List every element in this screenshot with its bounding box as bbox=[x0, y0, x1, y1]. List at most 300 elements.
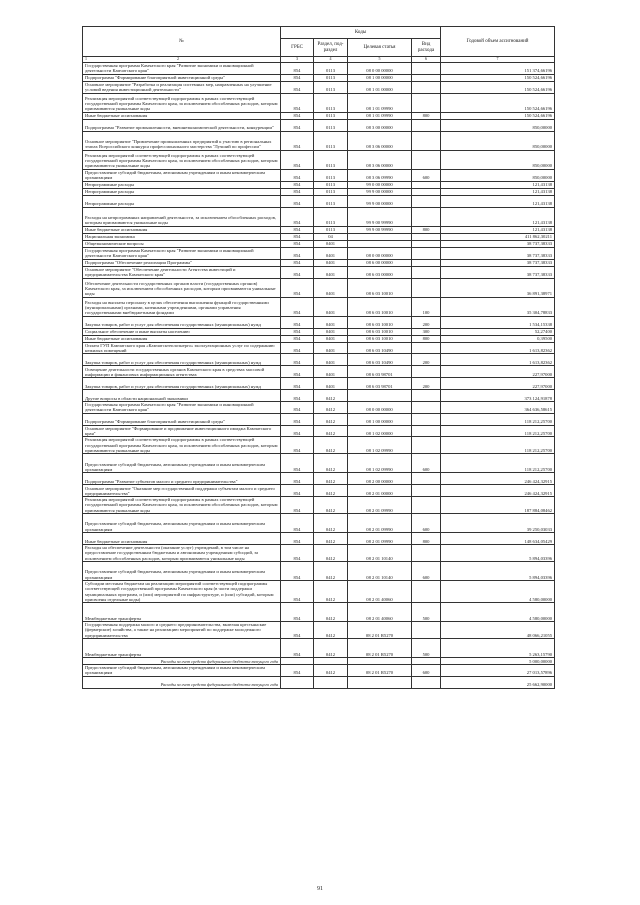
row-grbs-cell: 854 bbox=[281, 639, 314, 658]
row-grbs-cell: 854 bbox=[281, 561, 314, 580]
row-section-cell: 0412 bbox=[314, 454, 348, 473]
row-target-article-cell: 08 6 03 10010 bbox=[348, 335, 412, 342]
row-section-cell: 0412 bbox=[314, 413, 348, 425]
row-name-cell: Общеэкономические вопросы bbox=[83, 240, 281, 247]
row-expense-type-cell: 100 bbox=[412, 297, 441, 316]
row-section-cell: 0113 bbox=[314, 112, 348, 119]
row-amount-cell: 121,43138 bbox=[441, 195, 555, 207]
row-grbs-cell: 854 bbox=[281, 81, 314, 93]
table-row bbox=[83, 603, 555, 622]
row-section-cell: 0412 bbox=[314, 639, 348, 658]
row-target-article-cell: 08 1 02 09990 bbox=[348, 454, 412, 473]
row-expense-type-cell: 300 bbox=[412, 328, 441, 335]
column-index-number: 7 bbox=[496, 56, 499, 61]
row-target-article-cell: 08 2 01 09990 bbox=[348, 514, 412, 533]
row-amount-cell: 151 374,66196 bbox=[441, 62, 555, 74]
row-name-cell: Реализация мероприятий соответствующей подпрограммы в рамках соответствующей государственной программы Камчатского края, за исключением обособленных расходов, которым присваиваются уникальные коды bbox=[83, 497, 281, 514]
row-target-article-cell: 08 2 01 R5270 bbox=[348, 639, 412, 658]
row-target-article-cell: 08 3 06 00000 bbox=[348, 150, 412, 169]
table-row bbox=[83, 413, 555, 425]
row-grbs-cell: 854 bbox=[281, 266, 314, 278]
row-section-cell: 0401 bbox=[314, 266, 348, 278]
row-amount-cell: 1 613,82362 bbox=[441, 342, 555, 354]
row-name-cell: Основное мероприятие "Формирование и продвижение инвестиционного имиджа Камчатского края" bbox=[83, 425, 281, 437]
row-expense-type-cell: 800 bbox=[412, 226, 441, 233]
row-section-cell: 0113 bbox=[314, 195, 348, 207]
row-name-cell: Национальная экономика bbox=[83, 233, 281, 240]
row-name-cell: Расходы на выплаты персоналу в целях обеспечения выполнения функций государственными (муниципальными) органами, казенными учреждениями, органами управления государственными внебюджетными фондами bbox=[83, 297, 281, 316]
row-target-article-cell: 08 2 01 R5270 bbox=[348, 665, 412, 677]
table-row bbox=[83, 390, 555, 402]
row-target-article-cell: 08 2 01 40060 bbox=[348, 580, 412, 602]
row-grbs-cell: 854 bbox=[281, 335, 314, 342]
table-row bbox=[83, 402, 555, 414]
row-expense-type-cell bbox=[412, 390, 441, 402]
row-expense-type-cell bbox=[412, 131, 441, 150]
header-no: № bbox=[83, 27, 281, 57]
row-expense-type-cell: 600 bbox=[412, 665, 441, 677]
row-target-article-cell: 99 9 00 00000 bbox=[348, 188, 412, 195]
table-row bbox=[83, 378, 555, 390]
table-row bbox=[83, 639, 555, 658]
row-target-article-cell: 08 2 01 09990 bbox=[348, 533, 412, 545]
row-section-cell: 0412 bbox=[314, 425, 348, 437]
table-row bbox=[83, 497, 555, 514]
row-name-cell: Предоставление субсидий бюджетным, автономным учреждениям и иным некоммерческим организациям bbox=[83, 454, 281, 473]
row-expense-type-cell bbox=[412, 207, 441, 226]
row-grbs-cell: 854 bbox=[281, 366, 314, 378]
row-grbs-cell: 854 bbox=[281, 207, 314, 226]
row-amount-cell: 227,97000 bbox=[441, 366, 555, 378]
row-grbs-cell: 854 bbox=[281, 112, 314, 119]
row-expense-type-cell bbox=[412, 278, 441, 297]
row-grbs-cell bbox=[281, 658, 314, 665]
row-section-cell: 0401 bbox=[314, 354, 348, 366]
row-section-cell: 0401 bbox=[314, 240, 348, 247]
row-target-article-cell: 08 2 00 00000 bbox=[348, 473, 412, 485]
row-expense-type-cell bbox=[412, 485, 441, 497]
row-amount-cell: 48 066,21055 bbox=[441, 622, 555, 639]
table-row bbox=[83, 112, 555, 119]
row-amount-cell: 5 894,03396 bbox=[441, 545, 555, 562]
row-grbs-cell: 854 bbox=[281, 378, 314, 390]
row-grbs-cell: 854 bbox=[281, 93, 314, 112]
row-section-cell: 0401 bbox=[314, 342, 348, 354]
row-target-article-cell: 08 2 01 R5270 bbox=[348, 622, 412, 639]
row-name-cell: Расходы за счет средств федерального бюджета текущего года bbox=[83, 658, 281, 665]
row-expense-type-cell bbox=[412, 497, 441, 514]
row-name-cell: Подпрограмма "Формирование благоприятной инвестиционной среды" bbox=[83, 413, 281, 425]
row-section-cell: 0412 bbox=[314, 390, 348, 402]
row-section-cell: 0412 bbox=[314, 580, 348, 602]
row-expense-type-cell bbox=[412, 181, 441, 188]
row-amount-cell: 246 424,32915 bbox=[441, 473, 555, 485]
column-index-number: 5 bbox=[378, 56, 381, 61]
row-target-article-cell: 08 6 03 10010 bbox=[348, 328, 412, 335]
row-expense-type-cell bbox=[412, 580, 441, 602]
row-expense-type-cell: 200 bbox=[412, 354, 441, 366]
table-row bbox=[83, 473, 555, 485]
row-amount-cell: 38 737,38333 bbox=[441, 240, 555, 247]
row-grbs-cell bbox=[281, 676, 314, 688]
row-section-cell: 0401 bbox=[314, 378, 348, 390]
row-expense-type-cell bbox=[412, 545, 441, 562]
row-amount-cell: 5 263,15790 bbox=[441, 639, 555, 658]
row-target-article-cell: 08 1 01 00000 bbox=[348, 81, 412, 93]
header-expense-type: Вид расхода bbox=[412, 39, 441, 57]
header-section: Раздел, под-раздел bbox=[314, 39, 348, 57]
row-grbs-cell: 854 bbox=[281, 131, 314, 150]
row-expense-type-cell: 600 bbox=[412, 561, 441, 580]
row-amount-cell: 4 580,00000 bbox=[441, 603, 555, 622]
row-section-cell: 0113 bbox=[314, 181, 348, 188]
row-name-cell: Социальное обеспечение и иные выплаты населению bbox=[83, 328, 281, 335]
row-expense-type-cell bbox=[412, 266, 441, 278]
row-amount-cell: 850,00000 bbox=[441, 131, 555, 150]
row-name-cell: Предоставление субсидий бюджетным, автономным учреждениям и иным некоммерческим организациям bbox=[83, 169, 281, 181]
table-row bbox=[83, 81, 555, 93]
row-name-cell: Иные бюджетные ассигнования bbox=[83, 226, 281, 233]
table-row bbox=[83, 366, 555, 378]
row-section-cell bbox=[314, 676, 348, 688]
budget-table-sheet bbox=[82, 26, 554, 689]
row-grbs-cell: 854 bbox=[281, 402, 314, 414]
row-target-article-cell: 08 1 01 09990 bbox=[348, 112, 412, 119]
row-expense-type-cell bbox=[412, 240, 441, 247]
row-name-cell: Межбюджетные трансферты bbox=[83, 603, 281, 622]
row-grbs-cell: 854 bbox=[281, 62, 314, 74]
row-target-article-cell: 08 0 00 00000 bbox=[348, 402, 412, 414]
row-name-cell: Подпрограмма "Формирование благоприятной инвестиционной среды" bbox=[83, 74, 281, 81]
column-index-number: 4 bbox=[329, 56, 332, 61]
row-name-cell: Иные бюджетные ассигнования bbox=[83, 112, 281, 119]
row-section-cell: 0113 bbox=[314, 150, 348, 169]
row-target-article-cell bbox=[348, 676, 412, 688]
header-target-article: Целевая статья bbox=[348, 39, 412, 57]
row-name-cell: Основное мероприятие "Оказание мер государственной поддержки субъектам малого и среднего предпринимательства" bbox=[83, 485, 281, 497]
row-expense-type-cell bbox=[412, 473, 441, 485]
row-target-article-cell: 08 2 01 10140 bbox=[348, 545, 412, 562]
row-name-cell: Освещение деятельности государственных органов Камчатского края в средствах массовой информации и финансовых информационных агентствах bbox=[83, 366, 281, 378]
row-section-cell: 0401 bbox=[314, 328, 348, 335]
table-row bbox=[83, 131, 555, 150]
row-section-cell: 0412 bbox=[314, 603, 348, 622]
row-grbs-cell: 854 bbox=[281, 603, 314, 622]
row-section-cell: 0113 bbox=[314, 169, 348, 181]
row-section-cell: 0412 bbox=[314, 437, 348, 454]
row-section-cell: 0401 bbox=[314, 366, 348, 378]
row-name-cell: Межбюджетные трансферты bbox=[83, 639, 281, 658]
row-target-article-cell: 08 6 03 10010 bbox=[348, 297, 412, 316]
row-name-cell: Расходы за счет средств федерального бюджета текущего года bbox=[83, 676, 281, 688]
table-row bbox=[83, 226, 555, 233]
row-amount-cell: 150 524,66196 bbox=[441, 93, 555, 112]
row-expense-type-cell bbox=[412, 188, 441, 195]
row-expense-type-cell bbox=[412, 74, 441, 81]
row-target-article-cell: 08 6 03 10010 bbox=[348, 316, 412, 328]
row-grbs-cell: 854 bbox=[281, 181, 314, 188]
row-expense-type-cell: 800 bbox=[412, 335, 441, 342]
row-name-cell: Основное мероприятие "Привлечение промышленных предприятий к участию в региональных этапах Всероссийского конкурса профессионального мастерства "Лучший по профессии" bbox=[83, 131, 281, 150]
row-amount-cell: 25 662,90000 bbox=[441, 676, 555, 688]
row-target-article-cell: 08 1 02 09990 bbox=[348, 437, 412, 454]
row-section-cell: 0113 bbox=[314, 93, 348, 112]
row-name-cell: Иные бюджетные ассигнования bbox=[83, 533, 281, 545]
row-section-cell: 0113 bbox=[314, 188, 348, 195]
row-section-cell: 0412 bbox=[314, 665, 348, 677]
row-amount-cell: 5 894,03396 bbox=[441, 561, 555, 580]
row-name-cell: Оплата ГУП Камчатского края «Камчатсктеплоэнерго» эксплуатационных услуг по содержанию нежилых помещений bbox=[83, 342, 281, 354]
row-amount-cell: 118 212,25700 bbox=[441, 454, 555, 473]
row-grbs-cell: 854 bbox=[281, 580, 314, 602]
row-section-cell: 0412 bbox=[314, 485, 348, 497]
column-index-cell bbox=[83, 57, 281, 63]
row-grbs-cell: 854 bbox=[281, 425, 314, 437]
row-amount-cell: 38 737,38333 bbox=[441, 259, 555, 266]
table-row bbox=[83, 297, 555, 316]
row-amount-cell: 118 212,25700 bbox=[441, 413, 555, 425]
table-row bbox=[83, 188, 555, 195]
row-amount-cell: 411 862,30211 bbox=[441, 233, 555, 240]
row-target-article-cell: 08 6 03 98701 bbox=[348, 378, 412, 390]
row-target-article-cell: 08 1 01 09990 bbox=[348, 93, 412, 112]
row-amount-cell: 850,00000 bbox=[441, 150, 555, 169]
row-expense-type-cell bbox=[412, 676, 441, 688]
row-section-cell: 0412 bbox=[314, 402, 348, 414]
row-name-cell: Реализация мероприятий соответствующей подпрограммы в рамках соответствующей государственной программы Камчатского края, за исключением обособленных расходов, которым присваиваются уникальные коды bbox=[83, 93, 281, 112]
row-section-cell: 0401 bbox=[314, 316, 348, 328]
table-row bbox=[83, 437, 555, 454]
row-expense-type-cell bbox=[412, 413, 441, 425]
row-target-article-cell: 08 2 01 40060 bbox=[348, 603, 412, 622]
row-amount-cell: 1 613,82362 bbox=[441, 354, 555, 366]
row-section-cell: 0401 bbox=[314, 297, 348, 316]
table-row bbox=[83, 316, 555, 328]
table-row bbox=[83, 328, 555, 335]
row-name-cell: Расходы на непрограммных направлений деятельности, за исключением обособленных расходов, которым присваиваются уникальные коды bbox=[83, 207, 281, 226]
row-grbs-cell: 854 bbox=[281, 342, 314, 354]
row-target-article-cell: 99 9 00 00000 bbox=[348, 195, 412, 207]
table-row bbox=[83, 278, 555, 297]
row-name-cell: Подпрограмма "Развитие субъектов малого и среднего предпринимательства" bbox=[83, 473, 281, 485]
row-section-cell: 0113 bbox=[314, 74, 348, 81]
row-grbs-cell: 854 bbox=[281, 485, 314, 497]
row-name-cell: Иные бюджетные ассигнования bbox=[83, 335, 281, 342]
row-name-cell: Подпрограмма "Развитие промышленности, внешнеэкономической деятельности, конкуренции" bbox=[83, 119, 281, 131]
row-target-article-cell: 08 6 03 98701 bbox=[348, 366, 412, 378]
table-row bbox=[83, 74, 555, 81]
row-expense-type-cell: 500 bbox=[412, 639, 441, 658]
row-target-article-cell: 08 2 01 10140 bbox=[348, 561, 412, 580]
row-target-article-cell bbox=[348, 658, 412, 665]
row-name-cell: Государственная программа Камчатского края "Развитие экономики и инновационной деятельности Камчатского края" bbox=[83, 402, 281, 414]
row-name-cell: Предоставление субсидий бюджетным, автономным учреждениям и иным некоммерческим организациям bbox=[83, 665, 281, 677]
column-index-number: 6 bbox=[425, 56, 428, 61]
row-expense-type-cell bbox=[412, 622, 441, 639]
row-target-article-cell: 08 3 06 00000 bbox=[348, 131, 412, 150]
row-section-cell: 0113 bbox=[314, 62, 348, 74]
row-target-article-cell: 08 6 03 10010 bbox=[348, 278, 412, 297]
row-target-article-cell: 08 0 00 00000 bbox=[348, 247, 412, 259]
row-expense-type-cell bbox=[412, 658, 441, 665]
row-name-cell: Государственная поддержка малого и среднего предпринимательства, включая крестьянские (фермерские) хозяйства, а также на реализацию мероприятий по поддержке молодежного предпринимательства bbox=[83, 622, 281, 639]
row-section-cell: 0113 bbox=[314, 119, 348, 131]
row-grbs-cell: 854 bbox=[281, 278, 314, 297]
table-row bbox=[83, 342, 555, 354]
row-target-article-cell bbox=[348, 233, 412, 240]
row-target-article-cell: 08 1 00 00000 bbox=[348, 413, 412, 425]
table-header bbox=[83, 27, 555, 63]
row-expense-type-cell bbox=[412, 62, 441, 74]
row-target-article-cell: 08 2 01 00000 bbox=[348, 485, 412, 497]
row-expense-type-cell bbox=[412, 402, 441, 414]
row-amount-cell: 850,00000 bbox=[441, 119, 555, 131]
row-expense-type-cell bbox=[412, 259, 441, 266]
table-row bbox=[83, 93, 555, 112]
row-expense-type-cell: 800 bbox=[412, 533, 441, 545]
row-expense-type-cell bbox=[412, 150, 441, 169]
row-grbs-cell: 854 bbox=[281, 74, 314, 81]
table-row bbox=[83, 561, 555, 580]
row-expense-type-cell: 200 bbox=[412, 316, 441, 328]
row-expense-type-cell: 200 bbox=[412, 378, 441, 390]
row-amount-cell: 246 424,32915 bbox=[441, 485, 555, 497]
row-section-cell: 0412 bbox=[314, 622, 348, 639]
table-row bbox=[83, 676, 555, 688]
row-grbs-cell: 854 bbox=[281, 240, 314, 247]
table-row bbox=[83, 580, 555, 602]
row-target-article-cell: 99 9 00 99990 bbox=[348, 226, 412, 233]
row-expense-type-cell bbox=[412, 119, 441, 131]
row-section-cell: 0401 bbox=[314, 259, 348, 266]
row-amount-cell: 850,00000 bbox=[441, 169, 555, 181]
row-name-cell: Основное мероприятие "Обеспечение деятельности Агентства инвестиций и предпринимательства Камчатского края" bbox=[83, 266, 281, 278]
row-section-cell: 0113 bbox=[314, 207, 348, 226]
row-expense-type-cell bbox=[412, 342, 441, 354]
row-target-article-cell: 08 6 00 00000 bbox=[348, 259, 412, 266]
row-grbs-cell: 854 bbox=[281, 297, 314, 316]
row-section-cell: 04 bbox=[314, 233, 348, 240]
header-codes-group: Коды bbox=[281, 27, 441, 39]
table-row bbox=[83, 533, 555, 545]
table-row bbox=[83, 233, 555, 240]
table-row bbox=[83, 266, 555, 278]
table-row bbox=[83, 150, 555, 169]
budget-allocation-table bbox=[82, 26, 555, 689]
row-section-cell: 0113 bbox=[314, 81, 348, 93]
row-grbs-cell: 854 bbox=[281, 665, 314, 677]
row-amount-cell: 36 891,38971 bbox=[441, 278, 555, 297]
row-target-article-cell: 08 1 02 00000 bbox=[348, 425, 412, 437]
row-section-cell: 0401 bbox=[314, 335, 348, 342]
table-body bbox=[83, 62, 555, 688]
row-amount-cell: 118 212,25700 bbox=[441, 437, 555, 454]
row-section-cell: 0412 bbox=[314, 497, 348, 514]
row-amount-cell: 150 524,66196 bbox=[441, 112, 555, 119]
row-amount-cell: 150 524,66196 bbox=[441, 74, 555, 81]
row-grbs-cell: 854 bbox=[281, 413, 314, 425]
row-target-article-cell: 08 6 03 10490 bbox=[348, 354, 412, 366]
row-grbs-cell: 854 bbox=[281, 545, 314, 562]
header-annual-volume: Годовой объем ассигнований bbox=[441, 27, 555, 57]
table-row bbox=[83, 622, 555, 639]
row-target-article-cell: 08 1 00 00000 bbox=[348, 74, 412, 81]
row-amount-cell: 187 884,08462 bbox=[441, 497, 555, 514]
row-target-article-cell bbox=[348, 390, 412, 402]
row-grbs-cell: 854 bbox=[281, 328, 314, 335]
table-row bbox=[83, 62, 555, 74]
row-section-cell: 0401 bbox=[314, 247, 348, 259]
row-section-cell: 0113 bbox=[314, 131, 348, 150]
row-expense-type-cell: 500 bbox=[412, 603, 441, 622]
table-row bbox=[83, 425, 555, 437]
table-row bbox=[83, 169, 555, 181]
table-row bbox=[83, 207, 555, 226]
row-name-cell: Непрограммные расходы bbox=[83, 188, 281, 195]
row-name-cell: Закупка товаров, работ и услуг для обеспечения государственных (муниципальных) нужд bbox=[83, 378, 281, 390]
row-expense-type-cell bbox=[412, 437, 441, 454]
row-target-article-cell: 99 9 00 99990 bbox=[348, 207, 412, 226]
row-amount-cell: 27 013,57896 bbox=[441, 665, 555, 677]
row-amount-cell: 39 250,03033 bbox=[441, 514, 555, 533]
row-grbs-cell: 854 bbox=[281, 497, 314, 514]
row-amount-cell: 4 580,00000 bbox=[441, 580, 555, 602]
row-grbs-cell: 854 bbox=[281, 437, 314, 454]
row-target-article-cell: 08 3 06 09990 bbox=[348, 169, 412, 181]
header-grbs: ГРБС bbox=[281, 39, 314, 57]
row-expense-type-cell bbox=[412, 233, 441, 240]
row-section-cell: 0412 bbox=[314, 473, 348, 485]
row-name-cell: Непрограммные расходы bbox=[83, 181, 281, 188]
row-target-article-cell: 99 0 00 00000 bbox=[348, 181, 412, 188]
row-name-cell: Государственная программа Камчатского края "Развитие экономики и инновационной деятельности Камчатского края" bbox=[83, 62, 281, 74]
row-amount-cell: 121,43138 bbox=[441, 188, 555, 195]
row-grbs-cell: 854 bbox=[281, 233, 314, 240]
row-name-cell: Другие вопросы в области национальной экономики bbox=[83, 390, 281, 402]
row-grbs-cell: 854 bbox=[281, 390, 314, 402]
row-target-article-cell: 08 6 03 10490 bbox=[348, 342, 412, 354]
row-amount-cell: 0,39500 bbox=[441, 335, 555, 342]
row-name-cell: Расходы на обеспечение деятельности (оказание услуг) учреждений, в том числе на предоставление государственным бюджетным и автономным учреждениям субсидий, за исключением обособленных расходов, которым присваиваются уникальные коды bbox=[83, 545, 281, 562]
row-grbs-cell: 854 bbox=[281, 514, 314, 533]
row-name-cell: Предоставление субсидий бюджетным, автономным учреждениям и иным некоммерческим организациям bbox=[83, 561, 281, 580]
row-grbs-cell: 854 bbox=[281, 533, 314, 545]
row-expense-type-cell bbox=[412, 425, 441, 437]
row-name-cell: Подпрограмма "Обеспечение реализации Программы" bbox=[83, 259, 281, 266]
row-amount-cell: 364 636,58615 bbox=[441, 402, 555, 414]
row-name-cell: Основное мероприятие "Разработка и реализация системных мер, направленных на улучшение условий ведения инвестиционной деятельности" bbox=[83, 81, 281, 93]
row-grbs-cell: 854 bbox=[281, 259, 314, 266]
column-index-number: 3 bbox=[296, 56, 298, 61]
row-grbs-cell: 854 bbox=[281, 150, 314, 169]
row-target-article-cell: 08 6 03 00000 bbox=[348, 266, 412, 278]
row-amount-cell: 5 000,00000 bbox=[441, 658, 555, 665]
row-amount-cell: 38 737,38333 bbox=[441, 266, 555, 278]
row-amount-cell: 121,43138 bbox=[441, 207, 555, 226]
row-name-cell: Обеспечение деятельности государственных органов власти (государственных органов) Камчатского края, за исключением обособленных расходов, которым присваиваются уникальные коды bbox=[83, 278, 281, 297]
row-expense-type-cell bbox=[412, 195, 441, 207]
row-grbs-cell: 854 bbox=[281, 473, 314, 485]
row-section-cell: 0412 bbox=[314, 545, 348, 562]
row-target-article-cell: 08 0 00 00000 bbox=[348, 62, 412, 74]
row-name-cell: Субсидии местным бюджетам на реализацию мероприятий соответствующей подпрограммы соответствующей государственной программы Камчатского края (в части поддержки муниципальных программ, и (или) мероприятий по инфраструктуре, и (или) субсидий, которым присвоены отдельные коды) bbox=[83, 580, 281, 602]
table-row bbox=[83, 259, 555, 266]
row-grbs-cell: 854 bbox=[281, 354, 314, 366]
table-row bbox=[83, 454, 555, 473]
row-grbs-cell: 854 bbox=[281, 169, 314, 181]
row-expense-type-cell: 600 bbox=[412, 454, 441, 473]
row-amount-cell: 148 634,05429 bbox=[441, 533, 555, 545]
